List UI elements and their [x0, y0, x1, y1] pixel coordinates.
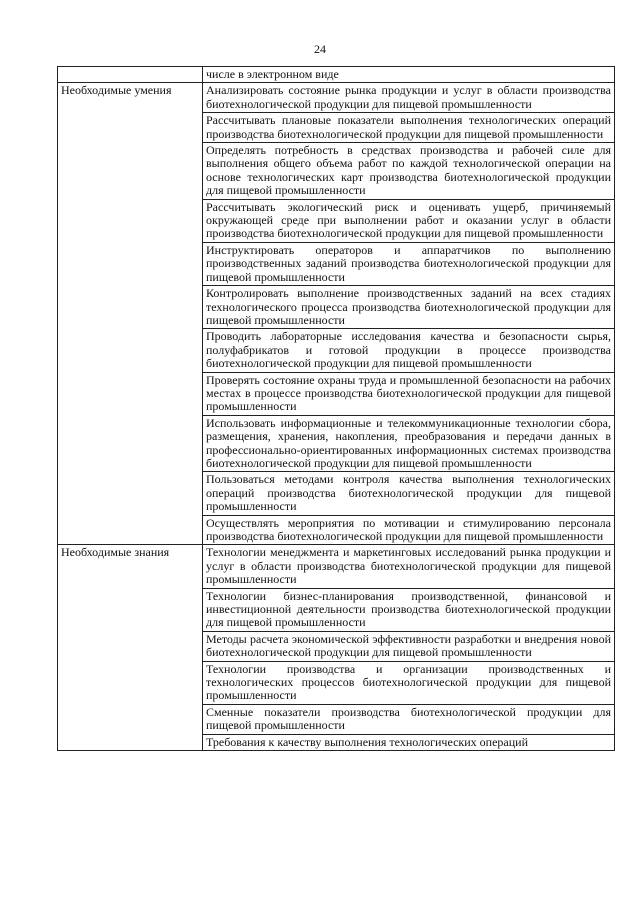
- knowledge-item: Требования к качеству выполнения технологических операций: [203, 734, 615, 750]
- skill-item: Инструктировать операторов и аппаратчиков по выполнению производственных заданий производства биотехнологической продукции для пищевой промышленности: [203, 242, 615, 285]
- continuation-text-cell: числе в электронном виде: [203, 67, 615, 83]
- requirements-table-body: [58, 67, 615, 751]
- skill-item: Рассчитывать экологический риск и оценивать ущерб, причиняемый окружающей среде при выполнении работ и оказании услуг в области производства биотехнологической продукции для пищевой промышленности: [203, 199, 615, 242]
- section-label-knowledge: Необходимые знания: [58, 545, 203, 751]
- section-label-skills: Необходимые умения: [58, 83, 203, 545]
- skill-item: Проводить лабораторные исследования качества и безопасности сырья, полуфабрикатов и готовой продукции в процессе производства биотехнологической продукции для пищевой промышленности: [203, 329, 615, 372]
- requirements-table: [57, 66, 615, 751]
- table-row: [58, 83, 615, 113]
- skill-item: Пользоваться методами контроля качества выполнения технологических операций производства биотехнологической продукции для пищевой промышленности: [203, 472, 615, 515]
- page-number: 24: [314, 42, 326, 56]
- knowledge-item: Технологии производства и организации производственных и технологических процессов биотехнологической продукции для пищевой промышленности: [203, 661, 615, 704]
- skill-item: Анализировать состояние рынка продукции и услуг в области производства биотехнологической продукции для пищевой промышленности: [203, 83, 615, 113]
- skill-item: Осуществлять мероприятия по мотивации и стимулированию персонала производства биотехнологической продукции для пищевой промышленности: [203, 515, 615, 545]
- knowledge-item: Сменные показатели производства биотехнологической продукции для пищевой промышленности: [203, 704, 615, 734]
- skill-item: Рассчитывать плановые показатели выполнения технологических операций производства биотехнологической продукции для пищевой промышленности: [203, 113, 615, 143]
- skill-item: Проверять состояние охраны труда и промышленной безопасности на рабочих местах в процессе производства биотехнологической продукции для пищевой промышленности: [203, 372, 615, 415]
- knowledge-item: Методы расчета экономической эффективности разработки и внедрения новой биотехнологической продукции для пищевой промышленности: [203, 631, 615, 661]
- skill-item: Использовать информационные и телекоммуникационные технологии сбора, размещения, хранения, накопления, преобразования и передачи данных в профессионально-ориентированных информационных системах производства биотехнологической продукции для пищевой промышленности: [203, 415, 615, 472]
- table-row-continuation: [58, 67, 615, 83]
- knowledge-item: Технологии менеджмента и маркетинговых исследований рынка продукции и услуг в области производства биотехнологической продукции для пищевой промышленности: [203, 545, 615, 588]
- skill-item: Определять потребность в средствах производства и рабочей силе для выполнения общего объема работ по каждой технологической операции на основе технологических карт производства биотехнологической продукции для пищевой промышленности: [203, 143, 615, 200]
- skill-item: Контролировать выполнение производственных заданий на всех стадиях технологического процесса производства биотехнологической продукции для пищевой промышленности: [203, 286, 615, 329]
- knowledge-item: Технологии бизнес-планирования производственной, финансовой и инвестиционной деятельности производства биотехнологической продукции для пищевой промышленности: [203, 588, 615, 631]
- table-row: [58, 545, 615, 588]
- empty-label-cell: [58, 67, 203, 83]
